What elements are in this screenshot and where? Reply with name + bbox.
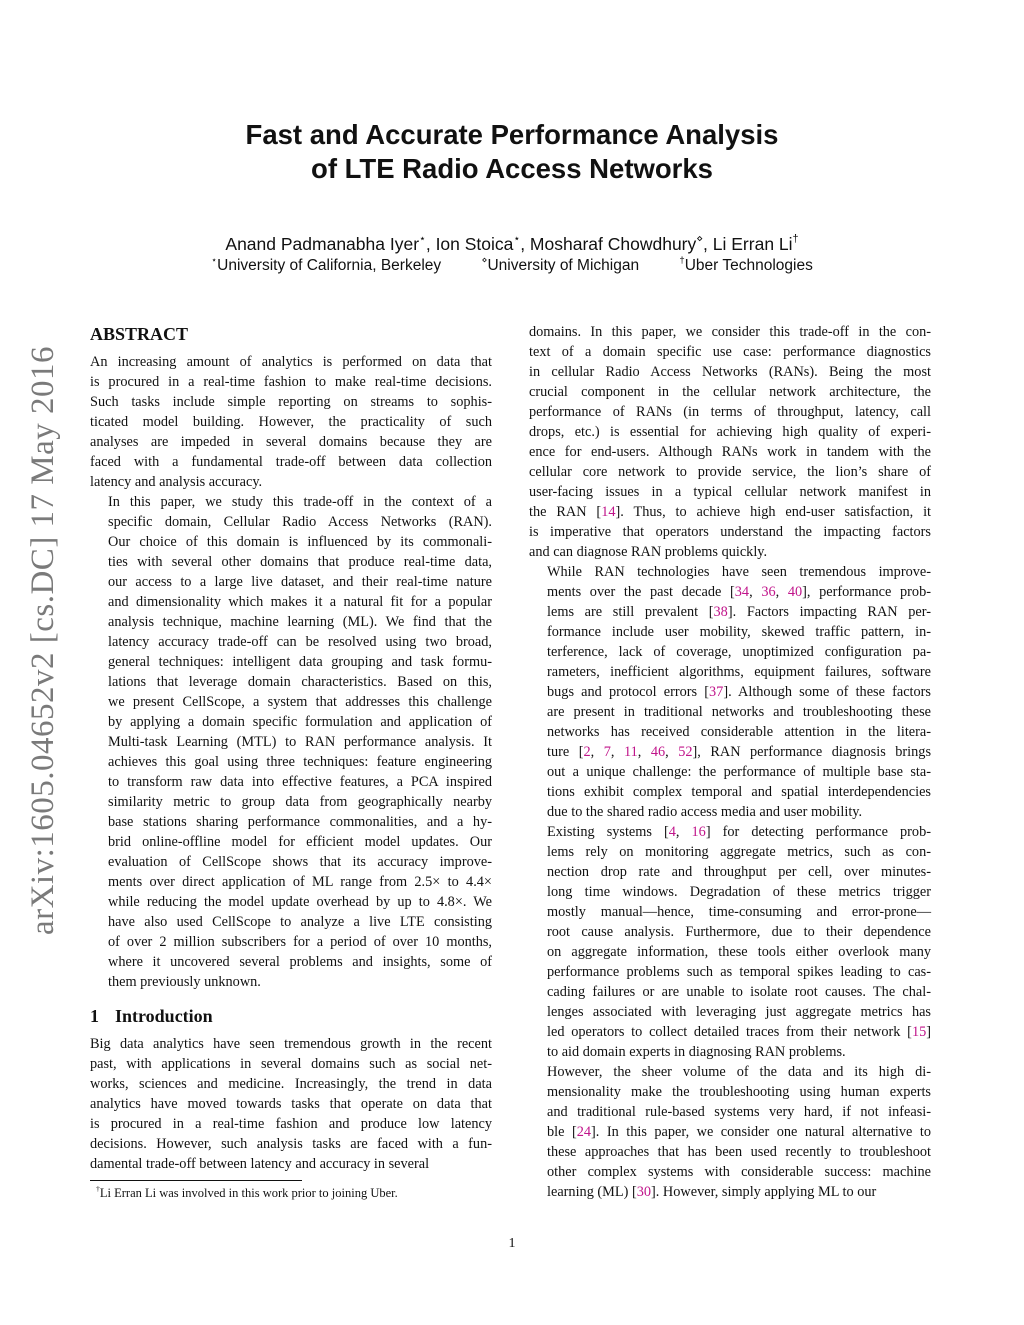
affiliation bbox=[679, 256, 812, 276]
text-line: are present in traditional networks and troubleshooting these bbox=[547, 704, 931, 720]
text-line: ture [2, 7, 11, 46, 52], RAN performance diagnosis brings bbox=[547, 744, 932, 760]
text-line: led operators to collect detailed traces from their network [15] bbox=[547, 1024, 931, 1040]
paper-title bbox=[0, 118, 1024, 186]
citation-link[interactable]: 34 bbox=[734, 584, 750, 600]
text-line: long time windows. Degradation of these metrics trigger bbox=[547, 884, 931, 900]
citation-link[interactable]: 15 bbox=[911, 1024, 927, 1040]
author-name: Li Erran Li bbox=[712, 234, 793, 254]
text-line: them previously unknown. bbox=[108, 974, 261, 990]
citation-link[interactable]: 2 bbox=[583, 744, 591, 760]
citation-link[interactable]: 7 bbox=[603, 744, 611, 760]
text-line: lems are still prevalent [38]. Factors impacting RAN per- bbox=[547, 604, 931, 620]
text-line: mostly manual—hence, time-consuming and error-prone— bbox=[547, 904, 931, 920]
text-line: due to the shared radio access media and user mobility. bbox=[547, 804, 863, 820]
text-line: specific domain, Cellular Radio Access Networks (RAN). bbox=[108, 514, 492, 530]
citation-link[interactable]: 40 bbox=[787, 584, 803, 600]
text-line: However, the sheer volume of the data and its high di- bbox=[547, 1064, 931, 1080]
text-line: latency and analysis accuracy. bbox=[90, 474, 263, 490]
abstract-paragraph-1 bbox=[90, 352, 492, 492]
author-separator: , bbox=[520, 234, 530, 254]
text-line: Existing systems [4, 16] for detecting performance prob- bbox=[547, 824, 931, 840]
text-line: decisions. However, such analysis tasks are faced with a fun- bbox=[90, 1136, 492, 1152]
abstract-heading: ABSTRACT bbox=[90, 324, 189, 344]
text-line: faced with a fundamental trade-off between data collection bbox=[90, 454, 492, 470]
citation-link[interactable]: 37 bbox=[709, 684, 724, 700]
text-line: these approaches that has been used recently to troubleshoot bbox=[547, 1144, 931, 1160]
footnote-rule bbox=[90, 1180, 302, 1181]
author-mark: ⋆ bbox=[513, 233, 521, 246]
author-mark: ⋄ bbox=[696, 233, 704, 246]
section-number: 1 bbox=[90, 1006, 99, 1026]
text-line: While RAN technologies have seen tremendous improve- bbox=[547, 564, 931, 580]
affiliation bbox=[211, 256, 441, 276]
text-line: lenges associated with leveraging just aggregate metrics has bbox=[547, 1004, 931, 1020]
text-line: we present CellScope, a system that addresses this challenge bbox=[108, 694, 492, 710]
citation-link[interactable]: 16 bbox=[691, 824, 706, 840]
footnote-mark: † bbox=[96, 1184, 100, 1194]
author-list bbox=[0, 232, 1024, 256]
intro-paragraph-1-cont bbox=[529, 322, 931, 562]
text-line: the RAN [14]. Thus, to achieve high end-user satisfaction, it bbox=[529, 504, 932, 520]
text-line: brid online-offline model for efficient model updates. Our bbox=[108, 834, 492, 850]
text-line: out a unique challenge: the performance of multiple base sta- bbox=[547, 764, 931, 780]
text-line: lems rely on monitoring aggregate metrics, such as con- bbox=[547, 844, 931, 860]
text-line: formance include user mobility, skewed traffic pattern, in- bbox=[547, 624, 931, 640]
text-line: and dimensionality which makes it a natural fit for a popular bbox=[108, 594, 492, 610]
intro-paragraph-3 bbox=[529, 822, 931, 1062]
author-name: Anand Padmanabha Iyer bbox=[225, 234, 420, 254]
author-name: Ion Stoica bbox=[435, 234, 514, 254]
section-heading-introduction bbox=[90, 1004, 492, 1028]
text-line: is procured in a real-time fashion and produce low latency bbox=[90, 1116, 492, 1132]
text-line: rameters, inefficient algorithms, equipment failures, software bbox=[547, 664, 931, 680]
text-line: drops, etc.) is essential for achieving high quality of experi- bbox=[529, 424, 931, 440]
citation-link[interactable]: 52 bbox=[678, 744, 693, 760]
intro-paragraph-4 bbox=[529, 1062, 931, 1202]
text-line: to transform raw data into effective features, a PCA inspired bbox=[108, 774, 492, 790]
text-line: base stations sharing performance commonalities, and a hy- bbox=[108, 814, 492, 830]
text-line: performance of RANs (in terms of throughput, latency, call bbox=[529, 404, 931, 420]
page-number: 1 bbox=[508, 1236, 516, 1251]
text-line: and can diagnose RAN problems quickly. bbox=[529, 544, 768, 560]
text-line: other complex systems with considerable success: machine bbox=[547, 1164, 931, 1180]
author-separator: , bbox=[425, 234, 436, 254]
text-line: ence for end-users. Although RANs work in tandem with the bbox=[529, 444, 931, 460]
citation-link[interactable]: 36 bbox=[761, 584, 776, 600]
citation-link[interactable]: 14 bbox=[601, 504, 616, 520]
affiliation bbox=[481, 256, 639, 276]
text-line: have also used CellScope to analyze a live LTE consisting bbox=[108, 914, 492, 930]
intro-paragraph-1 bbox=[90, 1034, 492, 1174]
text-line: ments over the past decade [34, 36, 40], performance prob- bbox=[547, 584, 931, 600]
text-line: An increasing amount of analytics is performed on data that bbox=[90, 354, 492, 370]
text-line: crucial component in the cellular network architecture, the bbox=[529, 384, 931, 400]
footnote-text: Li Erran Li was involved in this work prior to joining Uber. bbox=[99, 1186, 398, 1200]
affiliation-mark: ⋆ bbox=[211, 254, 218, 266]
text-line: cading failures or are unable to isolate root causes. The chal- bbox=[547, 984, 931, 1000]
text-line: to aid domain experts in diagnosing RAN problems. bbox=[547, 1044, 846, 1060]
text-line: terference, lack of coverage, unoptimized configuration pa- bbox=[547, 644, 931, 660]
text-line: works, sciences and medicine. Increasingly, the trend in data bbox=[90, 1076, 492, 1092]
text-line: ties with several other domains that produce real-time data, bbox=[108, 554, 492, 570]
text-line: on aggregate information, these tools either overlook many bbox=[547, 944, 931, 960]
citation-link[interactable]: 38 bbox=[713, 604, 728, 620]
affiliation-mark: † bbox=[679, 254, 685, 266]
text-line: Multi-task Learning (MTL) to RAN performance analysis. It bbox=[108, 734, 492, 750]
text-line: tions exhibit complex temporal and spatial interdependencies bbox=[547, 784, 931, 800]
text-line: is imperative that operators understand the impacting factors bbox=[529, 524, 931, 540]
text-line: similarity metric to group data from geographically nearby bbox=[108, 794, 492, 810]
text-line: by applying a domain specific formulation and application of bbox=[108, 714, 492, 730]
affiliation-name: Uber Technologies bbox=[684, 257, 813, 274]
author-mark: † bbox=[792, 233, 799, 246]
citation-link[interactable]: 30 bbox=[636, 1184, 652, 1200]
citation-link[interactable]: 46 bbox=[650, 744, 666, 760]
text-line: our access to a large live dataset, and their real-time nature bbox=[108, 574, 492, 590]
affiliation-name: University of California, Berkeley bbox=[217, 257, 442, 274]
text-line: learning (ML) [30]. However, simply applying ML to our bbox=[547, 1184, 877, 1200]
text-line: and traditional rule-based systems very hard, if not infeasi- bbox=[547, 1104, 931, 1120]
text-line: bugs and protocol errors [37]. Although some of these factors bbox=[547, 684, 931, 700]
text-line: Big data analytics have seen tremendous growth in the recent bbox=[90, 1036, 492, 1052]
text-line: nection drop rate and throughput per cell, over minutes- bbox=[547, 864, 931, 880]
text-line: past, with applications in several domains such as social net- bbox=[90, 1056, 492, 1072]
text-line: Such tasks include simple reporting on streams to sophis- bbox=[90, 394, 492, 410]
section-title: Introduction bbox=[115, 1006, 213, 1026]
text-line: domains. In this paper, we consider this trade-off in the con- bbox=[529, 324, 931, 340]
affiliation-mark: ⋄ bbox=[481, 254, 488, 266]
text-line: in cellular Radio Access Networks (RANs). Being the most bbox=[529, 364, 931, 380]
arxiv-id: arXiv:1605.04652v2 [cs.DC] 17 May 2016 bbox=[25, 345, 62, 935]
text-line: ments over direct application of ML range from 2.5× to 4.4× bbox=[108, 874, 492, 890]
author-separator: , bbox=[703, 234, 713, 254]
author-name: Mosharaf Chowdhury bbox=[529, 234, 697, 254]
text-line: ticated model building. However, the practicality of such bbox=[90, 414, 492, 430]
text-line: analysis technique, machine learning (ML). We find that the bbox=[108, 614, 492, 630]
footnote bbox=[90, 1184, 498, 1202]
text-line: In this paper, we study this trade-off in the context of a bbox=[108, 494, 492, 510]
text-line: user-facing issues in a typical cellular network manifest in bbox=[529, 484, 931, 500]
abstract-paragraph-2 bbox=[90, 492, 492, 992]
text-line: text of a domain specific use case: performance diagnostics bbox=[529, 344, 931, 360]
text-line: root cause analysis. Furthermore, due to their dependence bbox=[547, 924, 931, 940]
text-line: latency accuracy trade-off can be resolved using two broad, bbox=[108, 634, 492, 650]
text-line: analyses are impeded in several domains because they are bbox=[90, 434, 492, 450]
text-line: while reducing the model update overhead by up to 4.8×. We bbox=[108, 894, 492, 910]
arxiv-sidebar-stamp bbox=[24, 340, 64, 940]
text-line: lations that leverage domain characteristics. Based on this, bbox=[108, 674, 492, 690]
text-line: evaluation of CellScope shows that its accuracy improve- bbox=[108, 854, 492, 870]
left-column bbox=[90, 322, 492, 1174]
author-mark: ⋆ bbox=[419, 233, 426, 246]
text-line: is procured in a real-time fashion to make real-time decisions. bbox=[90, 374, 492, 390]
text-line: performance problems such as temporal spikes leading to cas- bbox=[547, 964, 931, 980]
title-line-2: of LTE Radio Access Networks bbox=[311, 153, 713, 184]
affiliation-list bbox=[0, 256, 1024, 276]
intro-paragraph-2 bbox=[529, 562, 931, 822]
title-line-1: Fast and Accurate Performance Analysis bbox=[245, 119, 779, 150]
text-line: mensionality make the troubleshooting using human experts bbox=[547, 1084, 931, 1100]
citation-link[interactable]: 24 bbox=[576, 1124, 592, 1140]
affiliation-name: University of Michigan bbox=[487, 257, 640, 274]
text-line: ble [24]. In this paper, we consider one natural alternative to bbox=[547, 1124, 931, 1140]
text-line: of over 2 million subscribers for a period of over 10 months, bbox=[108, 934, 492, 950]
text-line: networks has received considerable attention in the litera- bbox=[547, 724, 931, 740]
text-line: Our choice of this domain is influenced by its commonali- bbox=[108, 534, 492, 550]
text-line: analytics have moved towards tasks that operate on data that bbox=[90, 1096, 492, 1112]
text-line: cellular core network to provide service, the lion’s share of bbox=[529, 464, 931, 480]
citation-link[interactable]: 4 bbox=[668, 824, 676, 840]
text-line: achieves this goal using three techniques: feature engineering bbox=[108, 754, 492, 770]
text-line: where it uncovered several problems and insights, some of bbox=[108, 954, 492, 970]
text-line: damental trade-off between latency and accuracy in several bbox=[90, 1156, 430, 1172]
citation-link[interactable]: 11 bbox=[623, 744, 638, 760]
right-column bbox=[529, 322, 931, 1202]
text-line: general techniques: intelligent data grouping and task formu- bbox=[108, 654, 492, 670]
